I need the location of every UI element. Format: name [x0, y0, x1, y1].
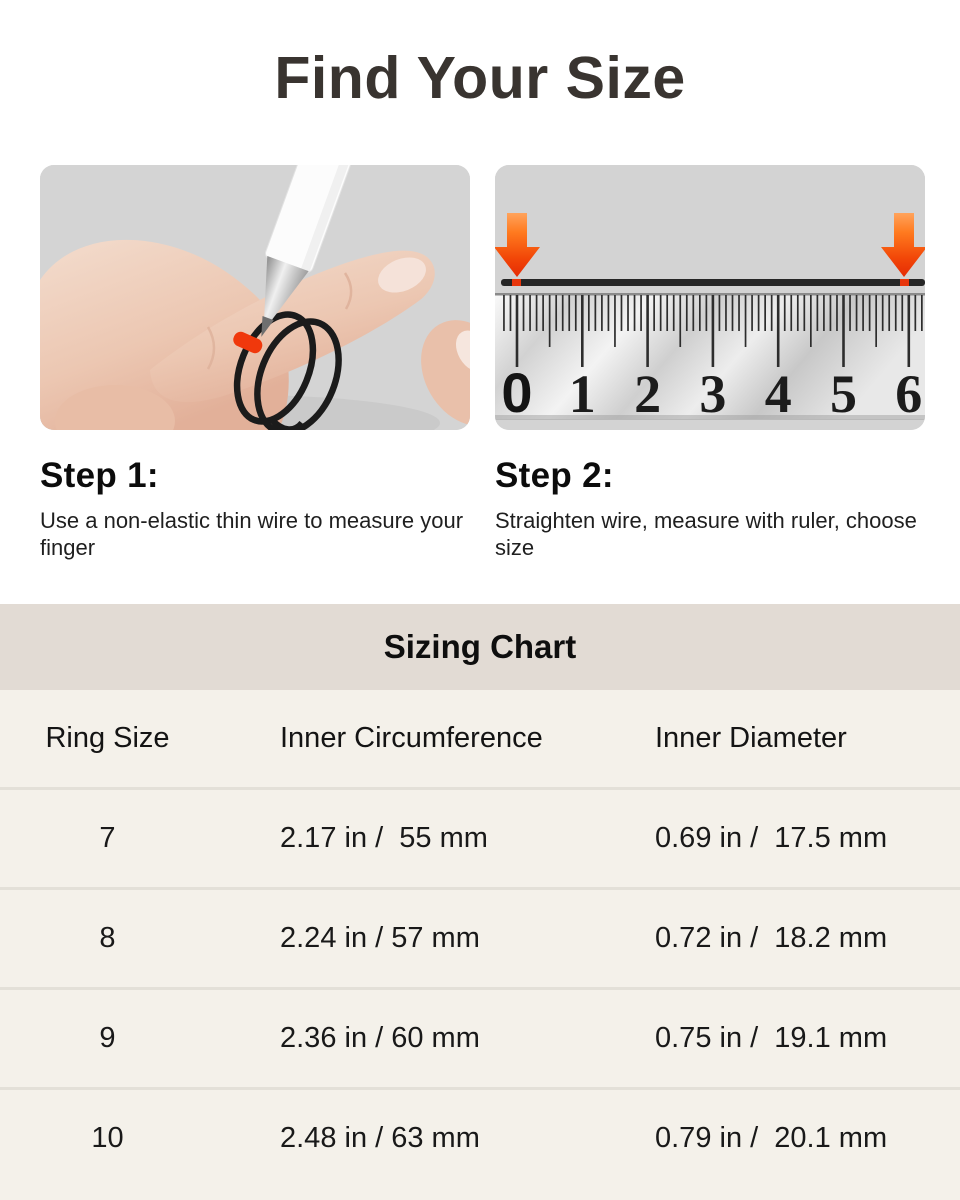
sizing-chart-title: Sizing Chart — [383, 627, 577, 665]
step1-photo — [40, 165, 470, 430]
circumference-value: 2.48 in / 63 mm — [280, 1121, 480, 1154]
step1-description: Use a non-elastic thin wire to measure your finger — [40, 508, 464, 560]
hand-wire-illustration — [40, 165, 470, 430]
step-1 — [40, 456, 470, 562]
ring-size-value: 8 — [99, 921, 116, 954]
ruler-number: 1 — [568, 364, 596, 424]
ruler-number: 2 — [634, 364, 662, 424]
wire-red-mark-left — [512, 279, 521, 286]
column-header-ring-size: Ring Size — [45, 721, 170, 754]
step2-photo — [495, 165, 925, 430]
table-row — [0, 1087, 960, 1187]
table-row — [0, 887, 960, 987]
ruler-number: 4 — [764, 364, 792, 424]
column-header-inner-circumference: Inner Circumference — [280, 721, 543, 754]
ruler-illustration — [495, 165, 925, 430]
page-title: Find Your Size — [274, 45, 686, 111]
step2-description: Straighten wire, measure with ruler, choose size — [495, 508, 917, 560]
ruler-number: 3 — [699, 364, 727, 424]
ruler-number: 0 — [501, 361, 533, 424]
circumference-value: 2.17 in / 55 mm — [280, 821, 488, 854]
straightened-wire — [501, 279, 925, 286]
column-header-inner-diameter: Inner Diameter — [655, 721, 847, 754]
table-row — [0, 787, 960, 887]
step-2 — [495, 456, 925, 562]
ring-size-value: 10 — [91, 1121, 124, 1154]
step2-heading: Step 2: — [495, 456, 614, 495]
circumference-value: 2.24 in / 57 mm — [280, 921, 480, 954]
ring-size-value: 9 — [99, 1021, 116, 1054]
photos-row — [0, 165, 960, 430]
steps-row — [0, 456, 960, 562]
diameter-value: 0.69 in / 17.5 mm — [655, 821, 888, 854]
table-header-row — [0, 690, 960, 787]
table-row — [0, 987, 960, 1087]
sizing-chart-table — [0, 690, 960, 1200]
diameter-value: 0.79 in / 20.1 mm — [655, 1121, 888, 1154]
circumference-value: 2.36 in / 60 mm — [280, 1021, 480, 1054]
diameter-value: 0.75 in / 19.1 mm — [655, 1021, 888, 1054]
ring-size-value: 7 — [99, 821, 116, 854]
sizing-chart-banner — [0, 604, 960, 690]
ruler-number: 5 — [830, 364, 857, 424]
diameter-value: 0.72 in / 18.2 mm — [655, 921, 888, 954]
step1-heading: Step 1: — [40, 456, 159, 495]
ruler-number: 6 — [895, 364, 923, 424]
wire-red-mark-right — [900, 279, 909, 286]
ruler-top-edge — [495, 293, 925, 296]
